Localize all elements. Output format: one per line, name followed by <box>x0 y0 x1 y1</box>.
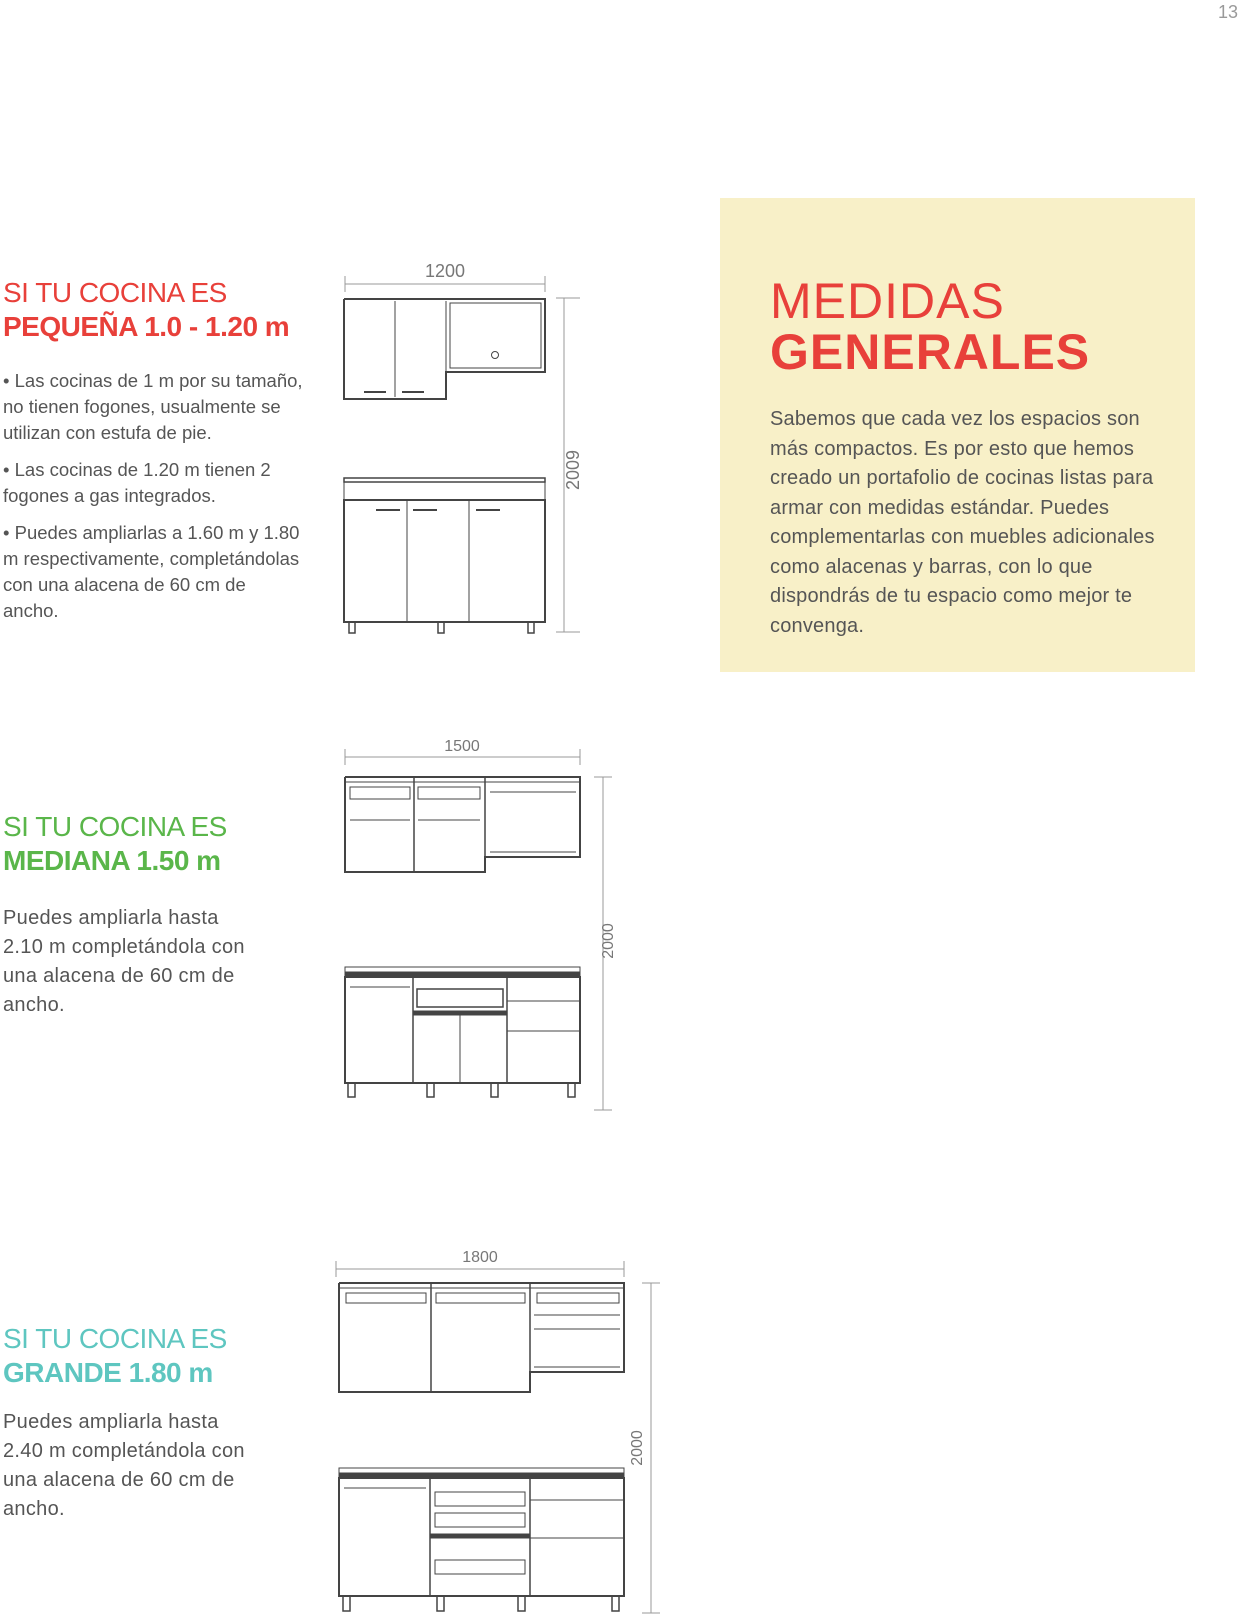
large-kitchen-text: Puedes ampliarla hasta 2.40 m completándola con una alacena de 60 cm de ancho. <box>3 1411 245 1520</box>
small-kitchen-bullets <box>3 368 303 635</box>
large-kitchen-drawing <box>334 1245 664 1615</box>
small-title-line1: SI TU COCINA ES <box>3 277 227 308</box>
medium-title-line2: MEDIANA 1.50 m <box>3 845 221 876</box>
large-height-label: 2000 <box>629 1430 646 1466</box>
info-paragraph: Sabemos que cada vez los espacios son más compactos. Es por esto que hemos creado un portafolio de cocinas listas para armar con medidas estándar. Puedes complementarlas con muebles adicionales como alacenas y barras, con lo que dispondrás de tu espacio como mejor te convenga. <box>770 408 1155 637</box>
medium-width-label: 1500 <box>444 738 480 755</box>
bullet-item: • Puedes ampliarlas a 1.60 m y 1.80 m respectivamente, completándolas con una alacena de 60 cm de ancho. <box>3 522 300 621</box>
small-width-label: 1200 <box>424 261 466 281</box>
medidas-generales-box <box>720 198 1195 672</box>
page-number: 13 <box>1217 2 1238 22</box>
small-kitchen-title <box>3 276 289 344</box>
small-kitchen-drawing <box>340 260 590 640</box>
info-heading-line1: MEDIDAS <box>770 273 1005 329</box>
bullet-item: • Las cocinas de 1.20 m tienen 2 fogones a gas integrados. <box>3 459 271 506</box>
large-title-line1: SI TU COCINA ES <box>3 1323 227 1354</box>
large-kitchen-title <box>3 1322 227 1390</box>
small-title-line2: PEQUEÑA 1.0 - 1.20 m <box>3 311 290 342</box>
medium-kitchen-drawing <box>340 735 625 1115</box>
bullet-item: • Las cocinas de 1 m por su tamaño, no tienen fogones, usualmente se utilizan con estufa de pie. <box>3 370 303 443</box>
large-width-label: 1800 <box>462 1249 498 1266</box>
medium-height-label: 2000 <box>600 923 617 959</box>
small-height-label: 2009 <box>563 449 583 491</box>
medium-title-line1: SI TU COCINA ES <box>3 811 227 842</box>
info-heading-line2: GENERALES <box>770 324 1091 380</box>
medium-kitchen-text: Puedes ampliarla hasta 2.10 m completándola con una alacena de 60 cm de ancho. <box>3 907 245 1016</box>
medium-kitchen-title <box>3 810 227 878</box>
large-title-line2: GRANDE 1.80 m <box>3 1357 213 1388</box>
